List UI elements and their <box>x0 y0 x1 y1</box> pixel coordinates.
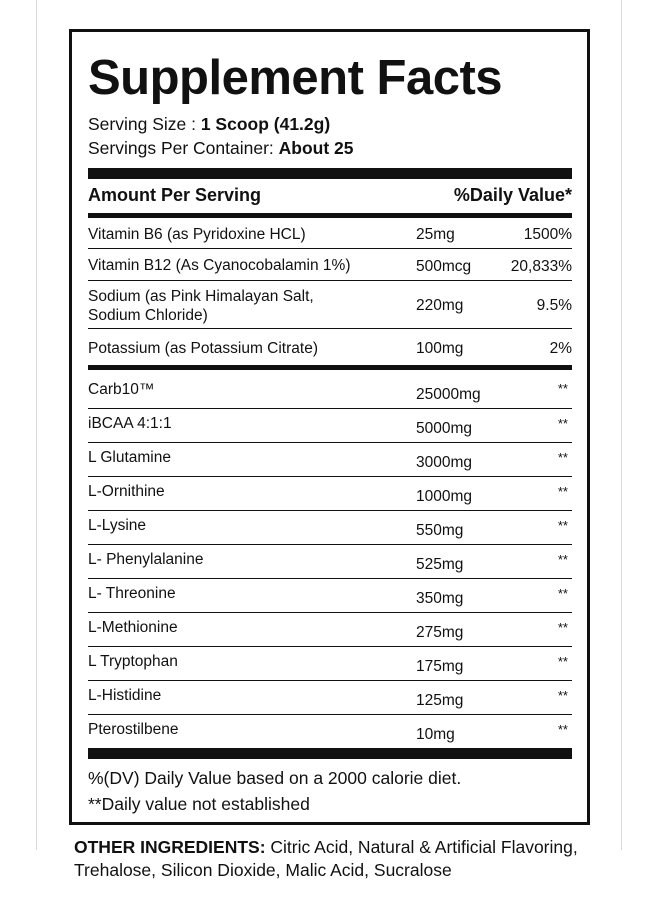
ingredient-amount: 125mg <box>416 692 464 709</box>
ingredient-daily-value: ** <box>557 518 568 533</box>
ingredient-daily-value: ** <box>557 620 568 635</box>
table-row <box>88 545 572 579</box>
ingredient-name: Pterostilbene <box>88 721 179 738</box>
panel-title: Supplement Facts <box>88 51 503 105</box>
ingredient-amount: 350mg <box>416 590 464 607</box>
table-row <box>88 281 572 329</box>
ingredient-name: L Tryptophan <box>88 653 178 670</box>
nutrient-name: Potassium (as Potassium Citrate) <box>88 340 318 357</box>
ingredient-name: L- Phenylalanine <box>88 551 204 568</box>
servings-per-container <box>88 137 354 159</box>
ingredient-amount: 550mg <box>416 522 464 539</box>
table-row <box>88 409 572 443</box>
ingredient-daily-value: ** <box>557 688 568 703</box>
ingredient-name: L- Threonine <box>88 585 176 602</box>
ingredient-daily-value: ** <box>557 552 568 567</box>
nutrient-name-continued: Sodium Chloride) <box>88 307 208 324</box>
nutrient-daily-value: 2% <box>549 340 572 357</box>
ingredient-daily-value: ** <box>557 450 568 465</box>
table-row <box>88 329 572 365</box>
table-row <box>88 443 572 477</box>
amount-per-serving-heading: Amount Per Serving <box>88 185 262 205</box>
table-row <box>88 477 572 511</box>
page-edge-left <box>36 0 37 850</box>
ingredient-name: L-Histidine <box>88 687 162 704</box>
ingredient-amount: 175mg <box>416 658 464 675</box>
ingredient-name: Carb10™ <box>88 381 155 398</box>
table-row <box>88 218 572 249</box>
nutrient-daily-value: 1500% <box>523 226 572 243</box>
ingredient-daily-value: ** <box>557 484 568 499</box>
page-edge-right <box>621 0 622 850</box>
nutrient-name: Sodium (as Pink Himalayan Salt, <box>88 288 314 305</box>
ingredient-daily-value: ** <box>557 381 568 396</box>
table-row <box>88 370 572 409</box>
ingredient-amount: 5000mg <box>416 420 473 437</box>
ingredient-amount: 275mg <box>416 624 464 641</box>
ingredient-name: L Glutamine <box>88 449 171 466</box>
other-ingredients-text: Citric Acid, Natural & Artificial Flavoring, Trehalose, Silicon Dioxide, Malic Acid, Sucralose <box>74 837 578 880</box>
serving-size <box>88 113 330 135</box>
table-row <box>88 613 572 647</box>
servings-per-container-value: About 25 <box>278 138 354 158</box>
ingredient-name: L-Methionine <box>88 619 178 636</box>
table-row <box>88 579 572 613</box>
nutrient-name: Vitamin B12 (As Cyanocobalamin 1%) <box>88 257 351 274</box>
serving-size-label: Serving Size : <box>88 114 201 134</box>
ingredient-amount: 10mg <box>416 726 455 743</box>
table-row <box>88 681 572 715</box>
ingredient-daily-value: ** <box>557 654 568 669</box>
ingredient-amount: 525mg <box>416 556 464 573</box>
divider-thick <box>88 748 572 759</box>
ingredient-name: L-Ornithine <box>88 483 165 500</box>
not-established-footnote: **Daily value not established <box>88 794 310 814</box>
nutrient-amount: 220mg <box>416 297 464 314</box>
ingredient-amount: 1000mg <box>416 488 473 505</box>
other-ingredients-label: OTHER INGREDIENTS: <box>74 837 266 857</box>
serving-size-value: 1 Scoop (41.2g) <box>200 114 331 134</box>
nutrient-daily-value: 20,833% <box>510 258 572 275</box>
daily-value-heading: %Daily Value* <box>453 185 572 205</box>
servings-per-container-label: Servings Per Container: <box>88 138 279 158</box>
table-row <box>88 511 572 545</box>
divider-thick <box>88 168 572 179</box>
nutrient-amount: 100mg <box>416 340 464 357</box>
table-row <box>88 715 572 748</box>
ingredient-daily-value: ** <box>557 416 568 431</box>
nutrient-daily-value: 9.5% <box>536 297 572 314</box>
table-row <box>88 249 572 281</box>
ingredient-amount: 25000mg <box>416 386 481 403</box>
ingredient-daily-value: ** <box>557 586 568 601</box>
nutrient-name: Vitamin B6 (as Pyridoxine HCL) <box>88 226 306 243</box>
daily-value-footnote: %(DV) Daily Value based on a 2000 calorie diet. <box>88 768 462 788</box>
nutrient-amount: 25mg <box>416 226 455 243</box>
ingredient-name: L-Lysine <box>88 517 147 534</box>
table-header <box>88 182 572 208</box>
ingredient-daily-value: ** <box>557 722 568 737</box>
supplement-facts-panel <box>69 29 590 825</box>
ingredient-name: iBCAA 4:1:1 <box>88 415 172 432</box>
nutrient-amount: 500mcg <box>416 258 472 275</box>
other-ingredients <box>74 836 594 882</box>
table-row <box>88 647 572 681</box>
ingredient-amount: 3000mg <box>416 454 473 471</box>
